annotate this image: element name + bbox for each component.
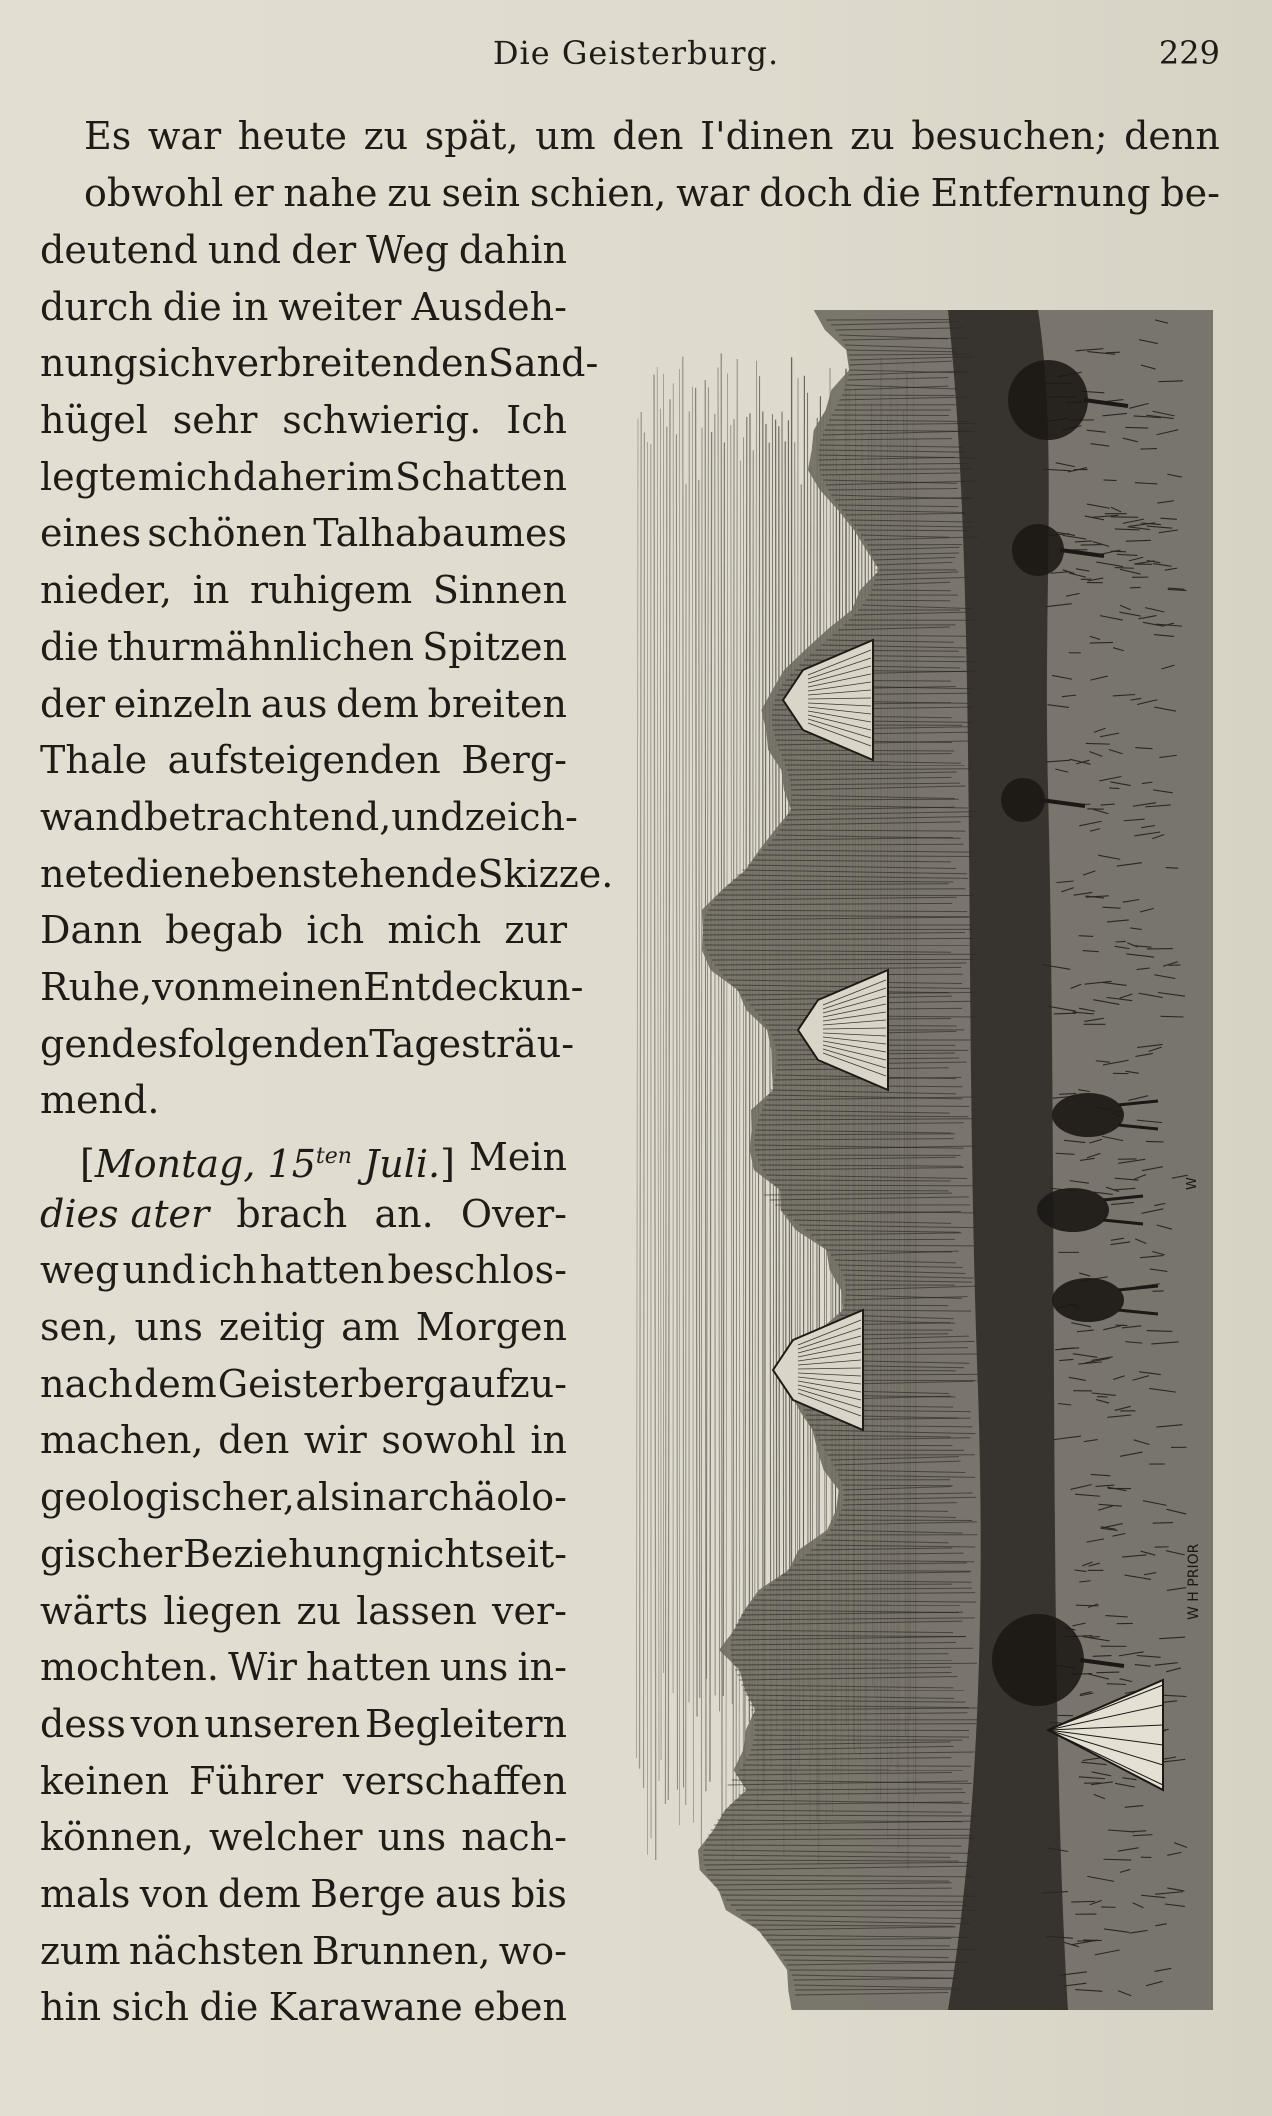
date-month: Juli. xyxy=(364,1142,441,1186)
word: und xyxy=(207,228,282,272)
word: hatten xyxy=(306,1645,431,1690)
word: Weg xyxy=(366,228,449,272)
word: Schatten xyxy=(395,454,567,499)
bracket: [ xyxy=(80,1142,95,1186)
text-line xyxy=(40,846,614,903)
word: wand xyxy=(40,794,144,839)
word: Entfernung xyxy=(930,171,1151,215)
word: war xyxy=(676,171,750,215)
word: einzeln xyxy=(113,681,252,726)
word: Brunnen, xyxy=(311,1928,491,1973)
word: in xyxy=(192,568,230,613)
word: spät, xyxy=(424,114,519,158)
full-width-lines xyxy=(84,108,1220,222)
text-line xyxy=(84,165,1220,222)
word: eines xyxy=(40,511,142,556)
engraver-mark: W xyxy=(1185,1177,1200,1190)
word: Ausdeh- xyxy=(411,284,567,329)
word: wo- xyxy=(498,1928,567,1973)
word: schwierig. xyxy=(282,398,482,443)
word: Spitzen xyxy=(422,624,567,669)
tree xyxy=(992,1614,1084,1706)
word: dies ater xyxy=(40,1191,210,1236)
word: können, xyxy=(40,1815,194,1860)
word: verschaffen xyxy=(343,1758,567,1803)
word: sich xyxy=(111,1985,189,2030)
text-line xyxy=(40,1696,567,1753)
word: Beziehung xyxy=(183,1531,386,1576)
word: eben xyxy=(473,1985,567,2030)
word: wir xyxy=(303,1418,367,1463)
word: brach xyxy=(236,1191,348,1236)
page-number: 229 xyxy=(1158,34,1220,72)
word: Dann xyxy=(40,908,143,953)
word: Ruhe, xyxy=(40,964,153,1009)
word: sen, xyxy=(40,1305,119,1350)
word: aufsteigenden xyxy=(167,738,441,783)
word: dahin xyxy=(458,228,567,272)
text-line xyxy=(40,1072,567,1129)
word: nach- xyxy=(461,1815,567,1860)
word: die xyxy=(162,284,222,329)
word: zu xyxy=(363,114,409,158)
word: weg xyxy=(40,1248,120,1293)
engraving-illustration xyxy=(618,290,1213,2018)
word: denn xyxy=(1124,114,1220,158)
word: nete xyxy=(40,851,125,896)
word: welcher xyxy=(209,1815,363,1860)
word: der xyxy=(291,228,357,272)
word: sowohl xyxy=(381,1418,516,1463)
word: zum xyxy=(40,1928,121,1973)
word: Es xyxy=(84,114,132,158)
word: Tages xyxy=(369,1021,481,1066)
word: Skizze. xyxy=(477,851,614,896)
word: von xyxy=(139,1871,209,1916)
word: Sinnen xyxy=(432,568,567,613)
word: in xyxy=(350,1475,387,1520)
text-line xyxy=(40,1639,567,1696)
word: hatten xyxy=(259,1248,385,1293)
text-line xyxy=(40,789,578,846)
date-day: Montag, xyxy=(94,1142,256,1186)
word: uns xyxy=(134,1305,203,1350)
word: nieder, xyxy=(40,568,172,613)
text-line xyxy=(40,1412,567,1469)
word: wärts xyxy=(40,1588,149,1633)
word: in xyxy=(231,284,269,329)
word: nach xyxy=(40,1361,133,1406)
word: beschlos- xyxy=(387,1248,567,1293)
word: keinen xyxy=(40,1758,170,1803)
word: unseren xyxy=(204,1701,361,1746)
text-line xyxy=(40,1809,567,1866)
text-line xyxy=(40,1979,567,2036)
word: dem xyxy=(336,681,419,726)
word: Karawane xyxy=(268,1985,463,2030)
text-line xyxy=(40,959,584,1016)
word: seit- xyxy=(484,1531,567,1576)
word: in- xyxy=(517,1645,567,1690)
word: betrachtend, xyxy=(143,794,392,839)
word: zeitig xyxy=(218,1305,326,1350)
word: mend. xyxy=(40,1078,160,1123)
word: liegen xyxy=(163,1588,282,1633)
camel xyxy=(1037,1188,1109,1232)
word: der xyxy=(40,681,105,726)
word: archäolo- xyxy=(387,1475,567,1520)
word: den xyxy=(218,1418,290,1463)
text-line xyxy=(40,505,567,562)
text-line xyxy=(40,1526,567,1583)
word: nung xyxy=(40,341,138,386)
word: sein xyxy=(441,171,521,215)
word: im xyxy=(345,454,395,499)
word: Morgen xyxy=(415,1305,567,1350)
text-line xyxy=(40,335,599,392)
word: zu xyxy=(387,171,432,215)
word: nächsten xyxy=(128,1928,304,1973)
word: Entdeckun- xyxy=(363,964,584,1009)
camel xyxy=(1052,1278,1124,1322)
word: daher xyxy=(232,454,345,499)
word: gen xyxy=(40,1021,112,1066)
word: ver- xyxy=(492,1588,567,1633)
word: breiten xyxy=(427,681,567,726)
text-line xyxy=(40,732,567,789)
word: Sand- xyxy=(487,341,599,386)
word: den xyxy=(612,114,684,158)
word: folgenden xyxy=(177,1021,370,1066)
text-line xyxy=(40,1242,567,1299)
word: deutend xyxy=(40,228,198,272)
word: von xyxy=(130,1701,200,1746)
word: hügel xyxy=(40,398,148,443)
word: Berg- xyxy=(461,738,567,783)
text-line xyxy=(40,1753,567,1810)
word: Führer xyxy=(188,1758,324,1803)
word: doch xyxy=(759,171,853,215)
text-line xyxy=(40,676,567,733)
text-line-date xyxy=(40,1129,567,1186)
word: dem xyxy=(133,1361,217,1406)
text-line xyxy=(40,1356,567,1413)
word: uns xyxy=(377,1815,447,1860)
word: Thale xyxy=(40,738,148,783)
running-header: Die Geisterburg. xyxy=(492,34,780,72)
date-number: 15 xyxy=(267,1142,316,1186)
word: an. xyxy=(374,1191,434,1236)
word: machen, xyxy=(40,1418,204,1463)
word: begab xyxy=(165,908,284,953)
word: mich xyxy=(137,454,232,499)
date-ordinal: ten xyxy=(315,1144,352,1169)
word: durch xyxy=(40,284,153,329)
word: und xyxy=(391,794,465,839)
word: Berge xyxy=(310,1871,426,1916)
word: mals xyxy=(40,1871,131,1916)
word: Ich xyxy=(506,398,567,443)
word: aufzu- xyxy=(448,1361,567,1406)
word: Geisterberg xyxy=(217,1361,448,1406)
text-line xyxy=(40,222,567,279)
word: nebenstehende xyxy=(183,851,478,896)
word: ich xyxy=(198,1248,257,1293)
word: um xyxy=(535,114,596,158)
word: als xyxy=(295,1475,350,1520)
word: uns xyxy=(439,1645,509,1690)
geisterburg-landscape-engraving xyxy=(618,290,1213,2018)
word: Talhabaumes xyxy=(313,511,567,556)
word: am xyxy=(341,1305,400,1350)
word: die xyxy=(40,624,99,669)
word: aus xyxy=(434,1871,502,1916)
tree xyxy=(1001,778,1045,822)
word: Mein xyxy=(468,1135,567,1179)
word: mich xyxy=(387,908,482,953)
word: zur xyxy=(504,908,567,953)
word: heute xyxy=(237,114,347,158)
text-line xyxy=(40,619,567,676)
word: die xyxy=(861,171,921,215)
word: gischer xyxy=(40,1531,183,1576)
text-line xyxy=(40,392,567,449)
word: bis xyxy=(510,1871,567,1916)
word: ruhigem xyxy=(250,568,413,613)
word: aus xyxy=(260,681,328,726)
text-line xyxy=(40,449,567,506)
word: besuchen; xyxy=(911,114,1108,158)
text-line xyxy=(40,1186,567,1243)
engraver-signature: W H PRIOR xyxy=(1186,1543,1202,1620)
word: von xyxy=(152,964,221,1009)
word: sich xyxy=(137,341,216,386)
text-line xyxy=(40,1469,567,1526)
word: legte xyxy=(40,454,137,499)
text-line xyxy=(40,1923,567,1980)
word: er xyxy=(232,171,274,215)
word: lassen xyxy=(356,1588,477,1633)
word: Over- xyxy=(460,1191,567,1236)
text-line xyxy=(40,279,567,336)
text-line xyxy=(40,902,567,959)
text-column xyxy=(40,222,614,2036)
word: nahe xyxy=(283,171,378,215)
text-line xyxy=(84,108,1220,165)
word: zu xyxy=(850,114,895,158)
word: war xyxy=(147,114,222,158)
word: thurmähnlichen xyxy=(107,624,415,669)
text-line xyxy=(40,1583,567,1640)
word: obwohl xyxy=(84,171,224,215)
word: die xyxy=(199,1985,259,2030)
tree xyxy=(1008,360,1088,440)
word: schönen xyxy=(147,511,307,556)
word: be- xyxy=(1160,171,1220,215)
word: ich xyxy=(306,908,365,953)
text-line xyxy=(40,1866,567,1923)
word: des xyxy=(111,1021,178,1066)
word: mochten. xyxy=(40,1645,219,1690)
word: träu- xyxy=(480,1021,575,1066)
tree xyxy=(1012,524,1064,576)
word: dem xyxy=(217,1871,301,1916)
word: zeich- xyxy=(464,794,578,839)
word: geologischer, xyxy=(40,1475,296,1520)
word: nicht xyxy=(386,1531,485,1576)
text-line xyxy=(40,562,567,619)
text-line xyxy=(40,1016,575,1073)
word: weiter xyxy=(278,284,402,329)
camel xyxy=(1052,1093,1124,1137)
word: und xyxy=(122,1248,196,1293)
word: in xyxy=(530,1418,567,1463)
word: I'dinen xyxy=(700,114,834,158)
bracket: ] xyxy=(440,1142,455,1186)
word: schien, xyxy=(529,171,667,215)
word: sehr xyxy=(172,398,258,443)
word: Begleitern xyxy=(365,1701,567,1746)
word: dess xyxy=(40,1701,126,1746)
word: Wir xyxy=(228,1645,297,1690)
word: die xyxy=(124,851,184,896)
word: verbreitenden xyxy=(215,341,488,386)
word: meinen xyxy=(220,964,364,1009)
word: zu xyxy=(296,1588,341,1633)
text-line xyxy=(40,1299,567,1356)
word: hin xyxy=(40,1985,102,2030)
date-reference xyxy=(80,1129,455,1186)
